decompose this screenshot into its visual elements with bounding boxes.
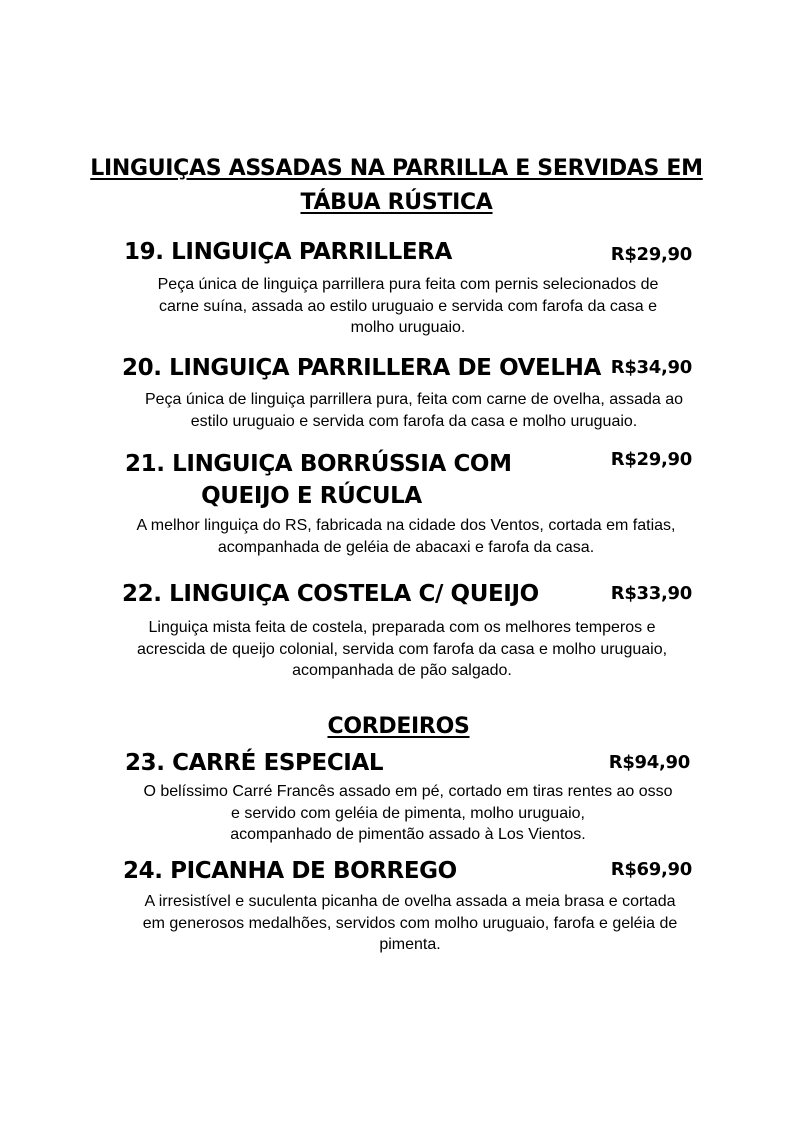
item-title-20: 20. LINGUIÇA PARRILLERA DE OVELHA: [122, 355, 601, 381]
item-description-22: Linguiça mista feita de costela, preparada com os melhores temperos e acrescida de queijo colonial, servida com farofa da casa e molho uruguaio, acompanhada de pão salgado.: [136, 619, 668, 679]
item-title-21: 21. LINGUIÇA BORRÚSSIA COM QUEIJO E RÚCULA: [125, 451, 512, 509]
item-description-20: Peça única de linguiça parrillera pura, feita com carne de ovelha, assada ao estilo uruguaio e servida com farofa da casa e molho uruguaio.: [144, 391, 684, 430]
item-price-24: R$69,90: [610, 859, 692, 880]
item-description-21: A melhor linguiça do RS, fabricada na cidade dos Ventos, cortada em fatias, acompanhada de geléia de abacaxi e farofa da casa.: [136, 517, 676, 556]
section-heading-linguicas: LINGUIÇAS ASSADAS NA PARRILLA E SERVIDAS EM TÁBUA RÚSTICA: [90, 156, 703, 215]
item-description-24: A irresistível e suculenta picanha de ovelha assada a meia brasa e cortada em generosos medalhões, servidos com molho uruguaio, farofa e geléia de pimenta.: [142, 893, 678, 953]
item-title-22: 22. LINGUIÇA COSTELA C/ QUEIJO: [122, 581, 539, 607]
item-title-23: 23. CARRÉ ESPECIAL: [125, 750, 384, 776]
section-heading-cordeiros: CORDEIROS: [327, 714, 470, 739]
item-price-23: R$94,90: [608, 752, 690, 773]
item-title-19: 19. LINGUIÇA PARRILLERA: [124, 239, 452, 265]
item-title-24: 24. PICANHA DE BORREGO: [123, 858, 457, 884]
item-price-20: R$34,90: [610, 357, 692, 378]
item-price-21: R$29,90: [610, 449, 692, 470]
item-description-19: Peça única de linguiça parrillera pura feita com pernis selecionados de carne suína, assada ao estilo uruguaio e servida com farofa da casa e molho uruguaio.: [157, 276, 659, 336]
item-price-19: R$29,90: [610, 244, 692, 265]
item-price-22: R$33,90: [610, 583, 692, 604]
item-description-23: O belíssimo Carré Francês assado em pé, cortado em tiras rentes ao osso e servido com geléia de pimenta, molho uruguaio, acompanhado de pimentão assado à Los Vientos.: [143, 783, 673, 843]
